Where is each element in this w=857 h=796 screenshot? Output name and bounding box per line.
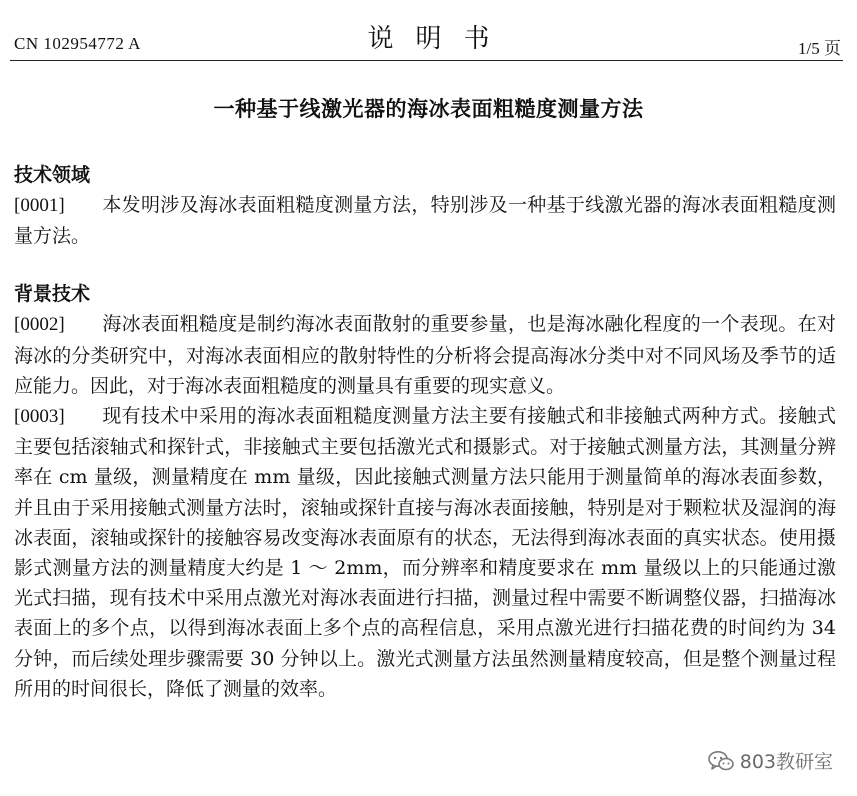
watermark [708, 747, 833, 774]
section-gap [14, 251, 836, 279]
paragraph-number: [0001] [14, 195, 65, 216]
watermark-text: 803教研室 [739, 751, 833, 773]
header-divider [10, 60, 843, 61]
paragraph-0002 [14, 309, 836, 401]
wechat-icon [708, 750, 734, 772]
paragraph-text: 现有技术中采用的海冰表面粗糙度测量方法主要有接触式和非接触式两种方式。接触式主要包括滚轴式和探针式，非接触式主要包括激光式和摄影式。对于接触式测量方法，其测量分辨率在 cm 量级，测量精度在 mm 量级，因此接触式测量方法只能用于测量简单的海冰表面参数，并且由于采用接触式测量方法时，滚轴或探针直接与海冰表面接触，特别是对于颗粒状及湿润的海冰表面，滚轴或探针的接触容易改变海冰表面原有的状态，无法得到海冰表面的真实状态。使用摄影式测量方法的测量精度大约是 1 ～ 2mm，而分辨率和精度要求在 mm 量级以上的只能通过激光式扫描，现有技术中采用点激光对海冰表面进行扫描，测量过程中需要不断调整仪器，扫描海冰表面上的多个点，以得到海冰表面上多个点的高程信息，采用点激光进行扫描花费的时间约为 34 分钟，而后续处理步骤需要 30 分钟以上。激光式测量方法虽然测量精度较高，但是整个测量过程所用的时间很长，降低了测量的效率。 [14, 405, 836, 700]
paragraph-text: 海冰表面粗糙度是制约海冰表面散射的重要参量，也是海冰融化程度的一个表现。在对海冰的分类研究中，对海冰表面相应的散射特性的分析将会提高海冰分类中对不同风场及季节的适应能力。因此，对于海冰表面粗糙度的测量具有重要的现实意义。 [14, 313, 836, 397]
paragraph-text: 本发明涉及海冰表面粗糙度测量方法，特别涉及一种基于线激光器的海冰表面粗糙度测量方法。 [14, 194, 836, 248]
paragraph-number: [0003] [14, 406, 65, 428]
page-number: 1/5 页 [798, 39, 841, 58]
paragraph-0001 [14, 190, 836, 251]
patent-number: CN 102954772 A [14, 34, 141, 53]
section-heading-technical-field: 技术领域 [14, 164, 91, 186]
document-body [14, 160, 836, 704]
document-type: 说明书 [367, 24, 512, 54]
section-heading-background: 背景技术 [14, 283, 91, 306]
page-header [0, 0, 857, 60]
document-title: 一种基于线激光器的海冰表面粗糙度测量方法 [213, 97, 644, 121]
paragraph-number: [0002] [14, 314, 65, 336]
paragraph-0003 [14, 401, 836, 704]
